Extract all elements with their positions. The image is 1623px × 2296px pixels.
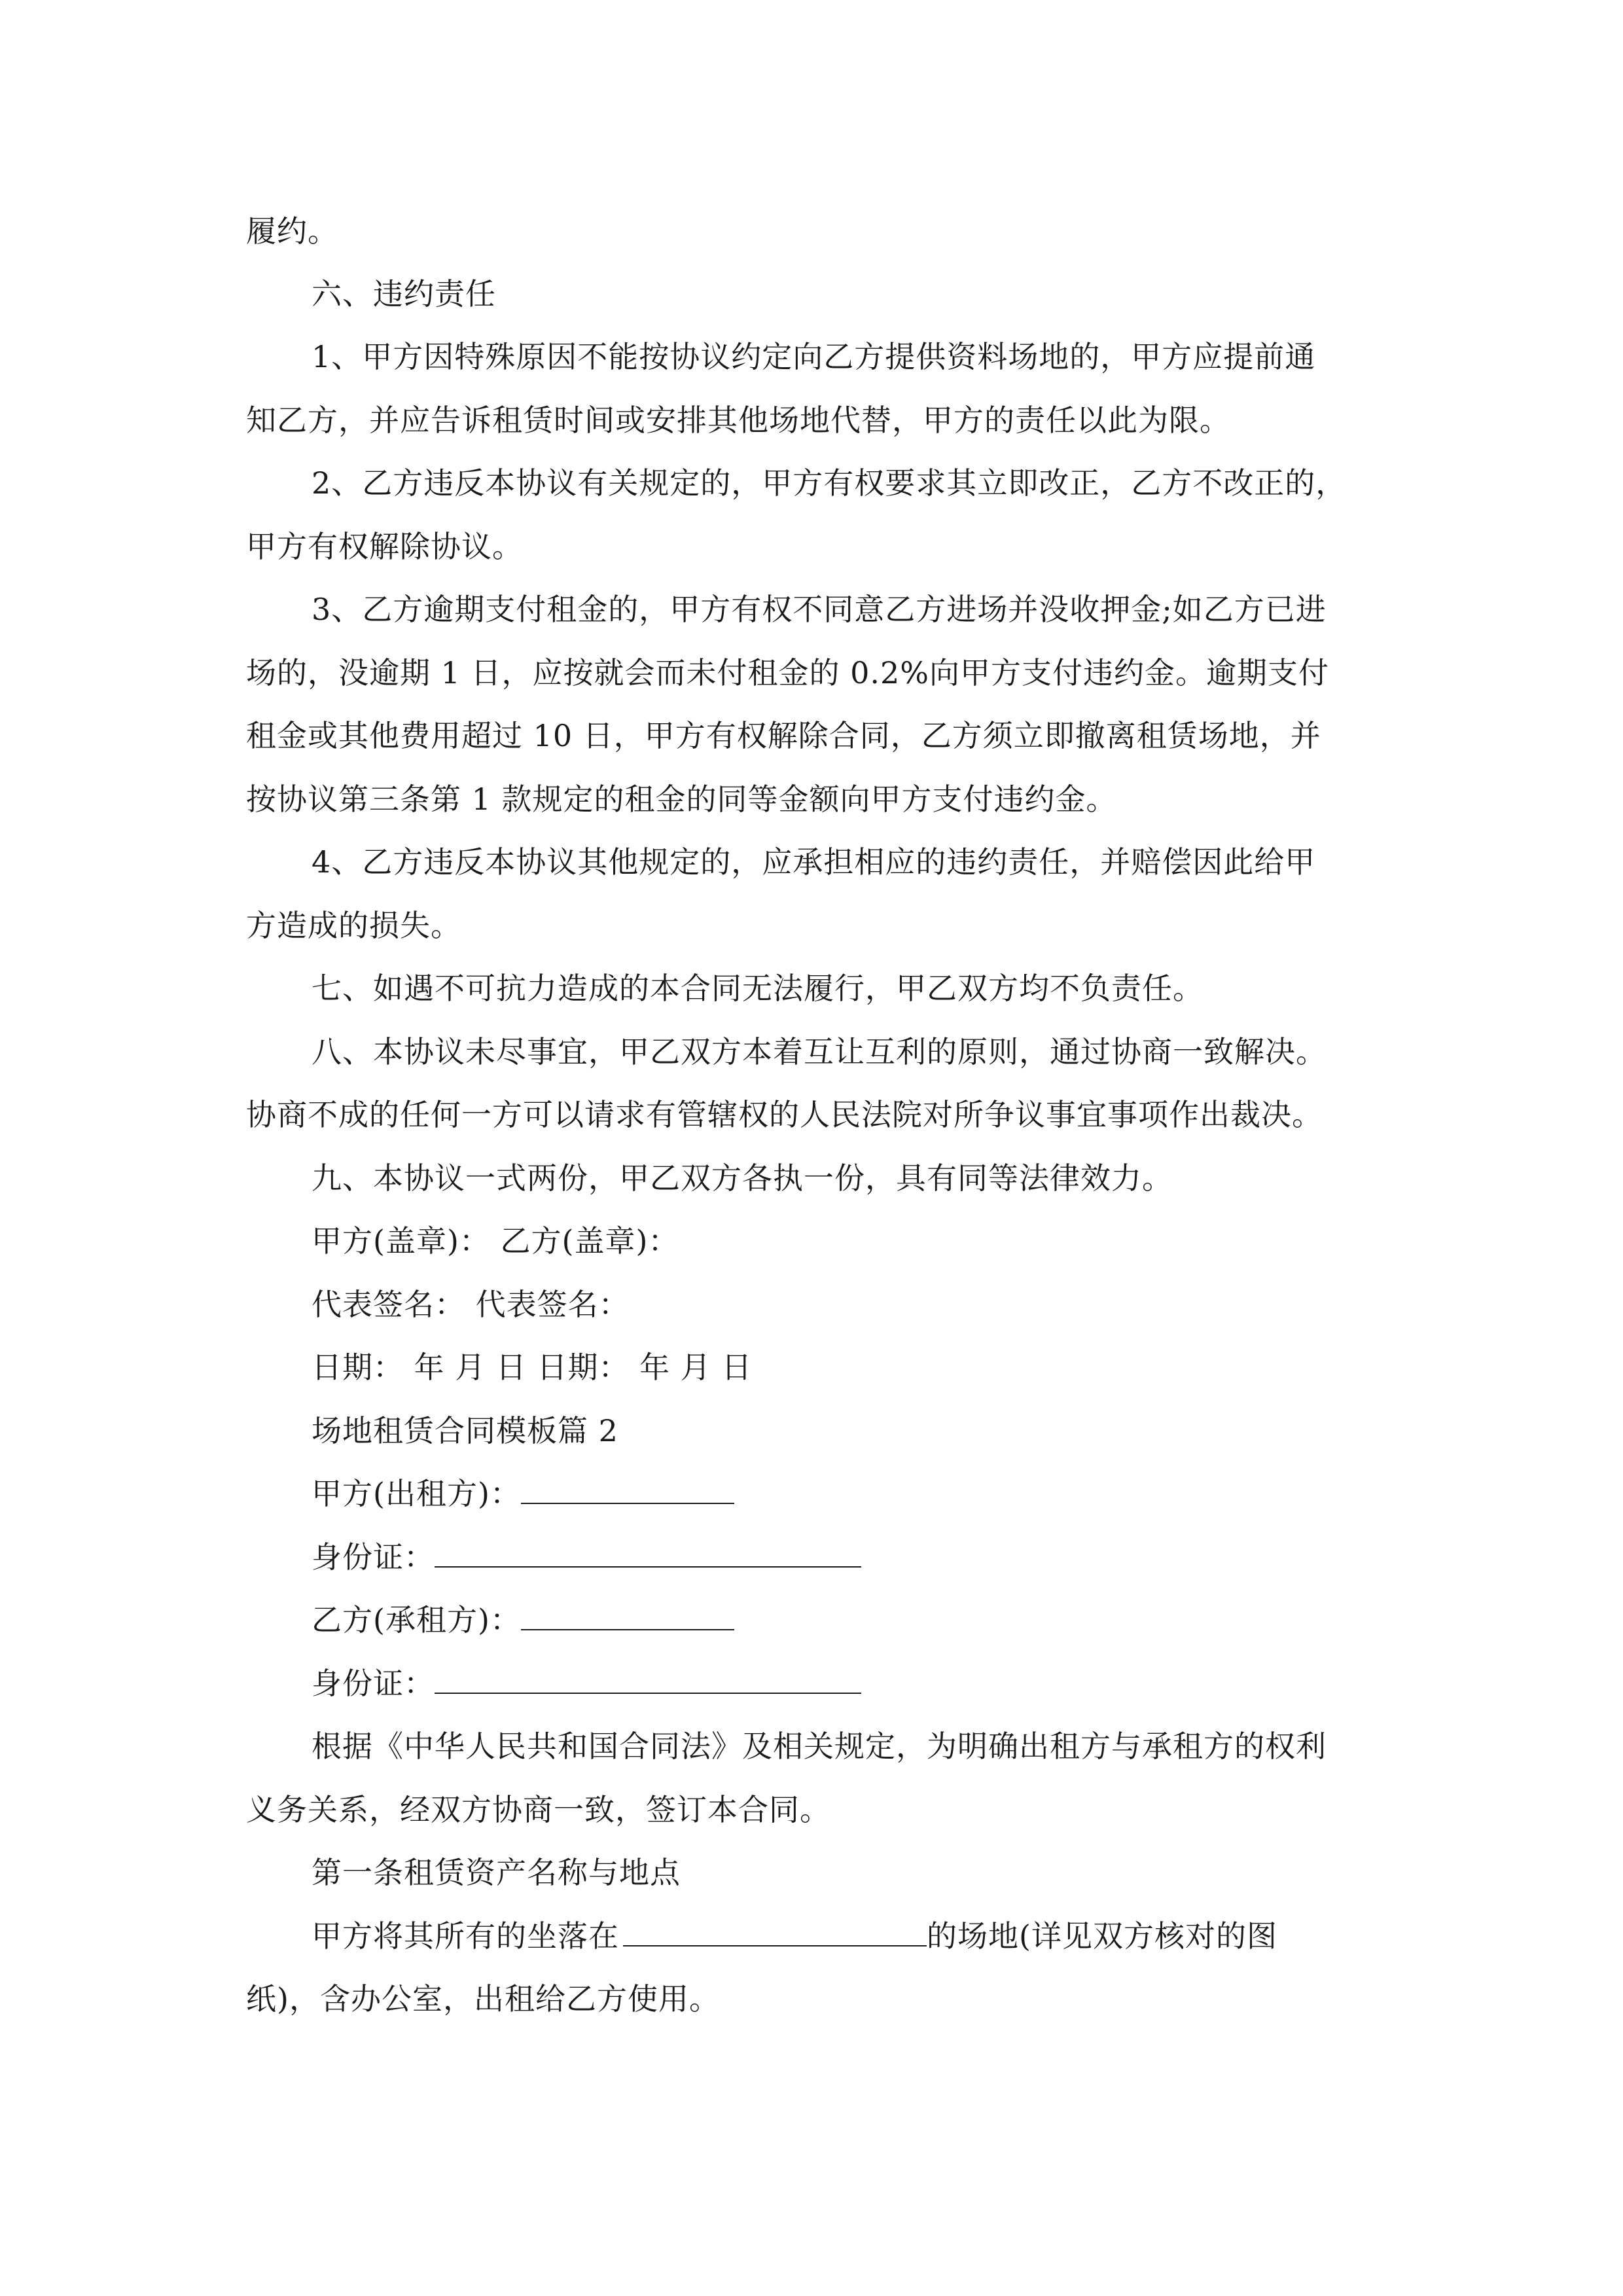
section-heading: 六、违约责任	[312, 276, 496, 312]
signature-name-line: 代表签名： 代表签名：	[312, 1287, 630, 1322]
text-line: 1、甲方因特殊原因不能按协议约定向乙方提供资料场地的，甲方应提前通	[312, 339, 1316, 374]
lessor-id-blank	[435, 1537, 861, 1568]
text-line: 3、乙方逾期支付租金的，甲方有权不同意乙方进场并没收押金;如乙方已进	[312, 592, 1327, 627]
text-line: 纸)，含办公室，出租给乙方使用。	[246, 1981, 720, 2017]
lessor-line	[312, 1474, 1450, 1513]
lessor-label: 甲方(出租方)：	[312, 1476, 521, 1511]
lessee-id-blank	[435, 1664, 861, 1694]
section-heading: 七、如遇不可抗力造成的本合同无法履行，甲乙双方均不负责任。	[312, 971, 1204, 1006]
text-line: 知乙方，并应告诉租赁时间或安排其他场地代替，甲方的责任以此为限。	[246, 403, 1230, 438]
text-line: 4、乙方违反本协议其他规定的，应承担相应的违约责任，并赔偿因此给甲	[312, 844, 1316, 880]
lessor-id-line	[312, 1537, 1450, 1577]
lessor-blank	[521, 1474, 734, 1504]
section-heading: 九、本协议一式两份，甲乙双方各执一份，具有同等法律效力。	[312, 1160, 1173, 1196]
text-line: 甲方有权解除协议。	[246, 529, 523, 564]
lessee-line	[312, 1600, 1450, 1640]
text-line: 方造成的损失。	[246, 908, 461, 943]
location-line	[312, 1916, 1450, 1956]
signature-seal-line: 甲方(盖章)： 乙方(盖章)：	[312, 1223, 679, 1259]
lessee-label: 乙方(承租方)：	[312, 1602, 521, 1638]
text-line: 根据《中华人民共和国合同法》及相关规定，为明确出租方与承租方的权利	[312, 1729, 1327, 1764]
text-line: 租金或其他费用超过 10 日，甲方有权解除合同，乙方须立即撤离租赁场地，并	[246, 718, 1321, 753]
lessee-id-line	[312, 1664, 1450, 1703]
contract-title: 场地租赁合同模板篇 2	[312, 1413, 618, 1448]
location-suffix: 的场地(详见双方核对的图	[927, 1918, 1277, 1954]
signature-date-line: 日期： 年 月 日 日期： 年 月 日	[312, 1350, 753, 1385]
text-line: 义务关系，经双方协商一致，签订本合同。	[246, 1792, 830, 1827]
text-line: 场的，没逾期 1 日，应按就会而未付租金的 0.2%向甲方支付违约金。逾期支付	[246, 655, 1329, 691]
location-blank	[623, 1916, 927, 1946]
article-heading: 第一条租赁资产名称与地点	[312, 1855, 681, 1890]
lessee-id-label: 身份证：	[312, 1666, 435, 1701]
section-heading: 八、本协议未尽事宜，甲乙双方本着互让互利的原则，通过协商一致解决。	[312, 1034, 1327, 1069]
text-line: 2、乙方违反本协议有关规定的，甲方有权要求其立即改正，乙方不改正的，	[312, 465, 1347, 501]
text-line: 履约。	[246, 213, 338, 249]
text-line: 按协议第三条第 1 款规定的租金的同等金额向甲方支付违约金。	[246, 781, 1117, 817]
lessor-id-label: 身份证：	[312, 1539, 435, 1575]
location-prefix: 甲方将其所有的坐落在	[312, 1918, 619, 1954]
lessee-blank	[521, 1600, 734, 1630]
text-line: 协商不成的任何一方可以请求有管辖权的人民法院对所争议事宜事项作出裁决。	[246, 1097, 1323, 1132]
